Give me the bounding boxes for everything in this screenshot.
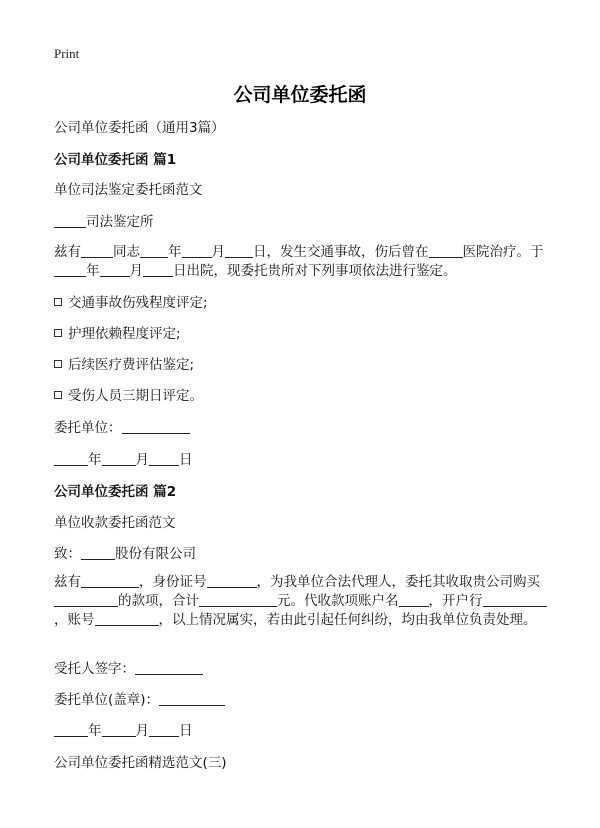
list-item: [54, 386, 203, 406]
blank-line: [483, 592, 547, 607]
blank-line: [199, 592, 277, 607]
bullet-icon: [54, 391, 62, 399]
date-day: 日: [179, 723, 193, 739]
blank-line: [429, 243, 463, 258]
list-item: [54, 293, 208, 313]
blank-line: [54, 451, 88, 466]
date-day: 日: [179, 452, 193, 468]
body-text: 月: [129, 263, 143, 279]
blank-line: [54, 722, 88, 737]
blank-line: [143, 262, 173, 277]
bullet-icon: [54, 298, 62, 306]
unit-seal-label: 委托单位(盖章)：: [54, 692, 160, 708]
date-month: 月: [135, 452, 149, 468]
blank-line: [102, 451, 136, 466]
to-prefix: 致：: [54, 546, 81, 562]
body-text: ，身份证号: [139, 574, 207, 590]
body-text: 的款项，合计: [118, 593, 199, 609]
blank-line: [95, 611, 159, 626]
blank-line: [102, 722, 136, 737]
blank-line: [159, 691, 225, 706]
blank-line: [81, 243, 113, 258]
document-subtitle: 公司单位委托函（通用3篇）: [54, 120, 225, 136]
section1-date: [54, 450, 193, 470]
body-text: 年: [168, 244, 182, 260]
section1-doc-name: 单位司法鉴定委托函范文: [54, 182, 203, 198]
blank-line: [122, 419, 190, 434]
section1-recipient: [54, 212, 154, 232]
blank-line: [54, 592, 118, 607]
blank-line: [225, 243, 253, 258]
body-text: 兹有: [54, 244, 81, 260]
body-text: 兹有: [54, 574, 81, 590]
blank-line: [54, 262, 86, 277]
print-link[interactable]: Print: [54, 46, 80, 61]
date-year: 年: [88, 723, 102, 739]
body-text: 元。代收款项账户名: [277, 593, 399, 609]
body-text: ，为我单位合法代理人，委托其收取贵公司购买: [256, 574, 540, 590]
section1-body: [54, 243, 548, 281]
section1-heading: 公司单位委托函 篇1: [54, 152, 177, 168]
body-text: ，以上情况属实，若由此引起任何纠纷，均由我单位负责处理。: [158, 612, 537, 628]
date-year: 年: [88, 452, 102, 468]
list-item-text: 后续医疗费评估鉴定;: [68, 357, 195, 373]
blank-line: [182, 243, 212, 258]
body-text: 日，发生交通事故，伤后曾在: [253, 244, 429, 260]
list-item-text: 受伤人员三期日评定。: [68, 388, 203, 404]
blank-line: [207, 573, 257, 588]
body-text: 同志: [113, 244, 140, 260]
section2-doc-name: 单位收款委托函范文: [54, 515, 176, 531]
blank-line: [54, 213, 86, 228]
blank-line: [100, 262, 130, 277]
section2-body: [54, 573, 550, 630]
list-item: [54, 355, 194, 375]
agent-sign-label: 受托人签字：: [54, 661, 135, 677]
signature-label: 委托单位：: [54, 420, 122, 436]
blank-line: [81, 545, 115, 560]
to-company: 股份有限公司: [115, 546, 196, 562]
blank-line: [140, 243, 168, 258]
body-text: 医院治疗。于: [462, 244, 544, 260]
section3-heading: 公司单位委托函精选范文(三): [54, 755, 227, 771]
list-item-text: 护理依赖程度评定;: [68, 326, 181, 342]
list-item: [54, 324, 181, 344]
date-month: 月: [135, 723, 149, 739]
blank-line: [149, 451, 179, 466]
list-item-text: 交通事故伤残程度评定;: [68, 295, 208, 311]
section1-signature: [54, 418, 190, 438]
blank-line: [135, 660, 203, 675]
agent-signature: [54, 659, 203, 679]
section2-recipient: [54, 544, 196, 564]
body-text: 月: [211, 244, 225, 260]
blank-line: [149, 722, 179, 737]
bullet-icon: [54, 360, 62, 368]
document-title: 公司单位委托函: [233, 84, 367, 106]
body-text: 年: [86, 263, 100, 279]
section2-date: [54, 721, 193, 741]
recipient-text: 司法鉴定所: [86, 214, 154, 230]
blank-line: [399, 592, 429, 607]
body-text: 日出院，现委托贵所对下列事项依法进行鉴定。: [173, 263, 457, 279]
blank-line: [81, 573, 139, 588]
section2-heading: 公司单位委托函 篇2: [54, 484, 177, 500]
body-text: ，开户行: [428, 593, 483, 609]
unit-seal: [54, 690, 225, 710]
body-text: ，账号: [54, 612, 95, 628]
bullet-icon: [54, 329, 62, 337]
